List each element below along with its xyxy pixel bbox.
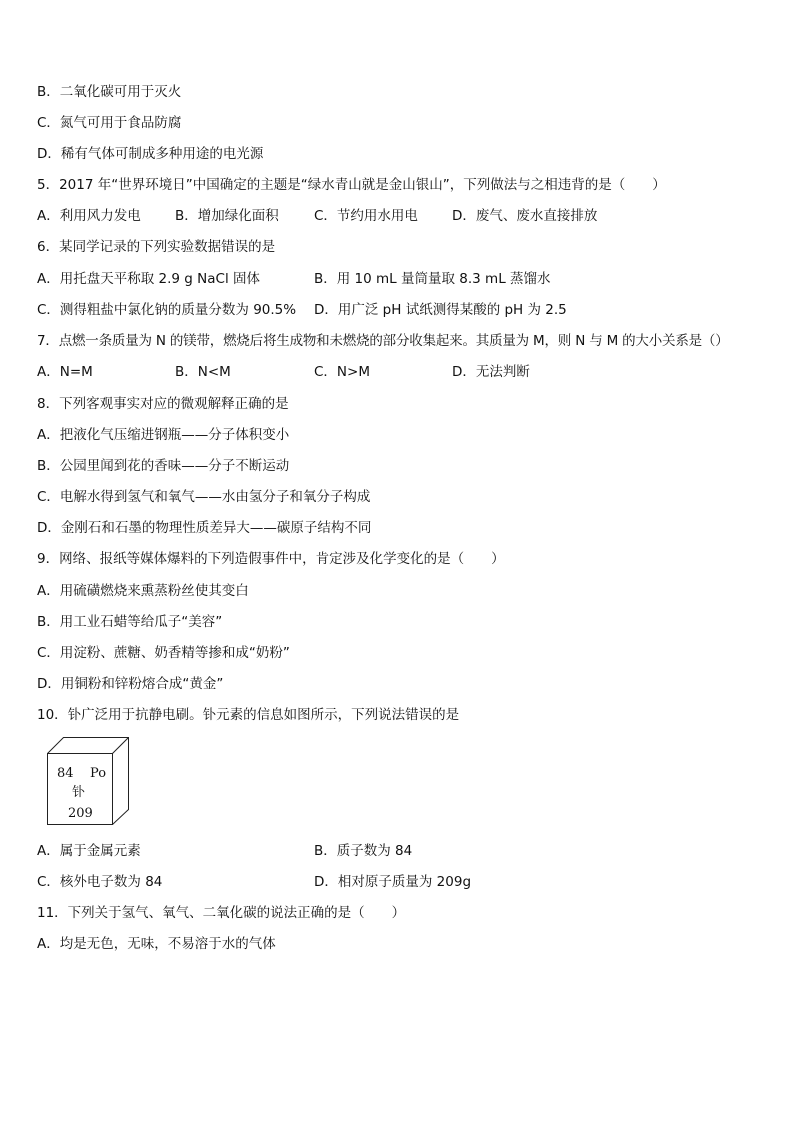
atomic-mass: 209 [68,806,93,821]
q5-option-c: C．节约用水用电 [314,208,418,224]
question-8: 8．下列客观事实对应的微观解释正确的是 [37,396,289,412]
question-11: 11．下列关于氢气、氧气、二氧化碳的说法正确的是（ ） [37,905,406,921]
q9-option-a: A．用硫磺燃烧来熏蒸粉丝使其变白 [37,583,249,599]
q6-option-c: C．测得粗盐中氯化钠的质量分数为 90.5% [37,302,297,318]
question-10: 10．钋广泛用于抗静电刷。钋元素的信息如图所示，下列说法错误的是 [37,707,460,723]
element-symbol: Po [90,766,107,781]
q10-option-a: A．属于金属元素 [37,843,141,859]
q8-option-d: D．金刚石和石墨的物理性质差异大——碳原子结构不同 [37,520,372,536]
atomic-number: 84 [57,766,74,781]
q4-option-d: D．稀有气体可制成多种用途的电光源 [37,146,264,162]
q4-option-b: B．二氧化碳可用于灭火 [37,84,182,100]
q7-option-d: D．无法判断 [452,364,530,380]
q8-option-c: C．电解水得到氢气和氧气——水由氢分子和氧分子构成 [37,489,371,505]
q8-option-a: A．把液化气压缩进钢瓶——分子体积变小 [37,427,290,443]
q5-option-d: D．废气、废水直接排放 [452,208,598,224]
question-7: 7．点燃一条质量为 N 的镁带，燃烧后将生成物和未燃烧的部分收集起来。其质量为 M，则 N 与 M 的大小关系是（） [37,333,729,349]
element-name: 钋 [72,785,86,800]
q10-option-c: C．核外电子数为 84 [37,874,163,890]
q9-option-d: D．用铜粉和锌粉熔合成“黄金” [37,676,224,692]
q8-option-b: B．公园里闻到花的香味——分子不断运动 [37,458,290,474]
element-info-cube [47,737,129,825]
question-9: 9．网络、报纸等媒体爆料的下列造假事件中，肯定涉及化学变化的是（ ） [37,551,505,567]
q10-option-d: D．相对原子质量为 209g [314,874,472,890]
q6-option-a: A．用托盘天平称取 2.9 g NaCl 固体 [37,271,260,287]
q7-option-b: B．N<M [175,364,231,380]
question-6: 6．某同学记录的下列实验数据错误的是 [37,239,276,255]
q11-option-a: A．均是无色，无味，不易溶于水的气体 [37,936,276,952]
q7-option-a: A．N=M [37,364,93,380]
q5-option-b: B．增加绿化面积 [175,208,279,224]
q4-option-c: C．氮气可用于食品防腐 [37,115,182,131]
question-5: 5．2017 年“世界环境日”中国确定的主题是“绿水青山就是金山银山”，下列做法与之相违背的是（ ） [37,177,666,193]
q9-option-b: B．用工业石蜡等给瓜子“美容” [37,614,223,630]
q5-option-a: A．利用风力发电 [37,208,141,224]
q10-option-b: B．质子数为 84 [314,843,413,859]
q6-option-b: B．用 10 mL 量筒量取 8.3 mL 蒸馏水 [314,271,551,287]
q6-option-d: D．用广泛 pH 试纸测得某酸的 pH 为 2.5 [314,302,567,318]
q9-option-c: C．用淀粉、蔗糖、奶香精等掺和成“奶粉” [37,645,290,661]
q7-option-c: C．N>M [314,364,370,380]
